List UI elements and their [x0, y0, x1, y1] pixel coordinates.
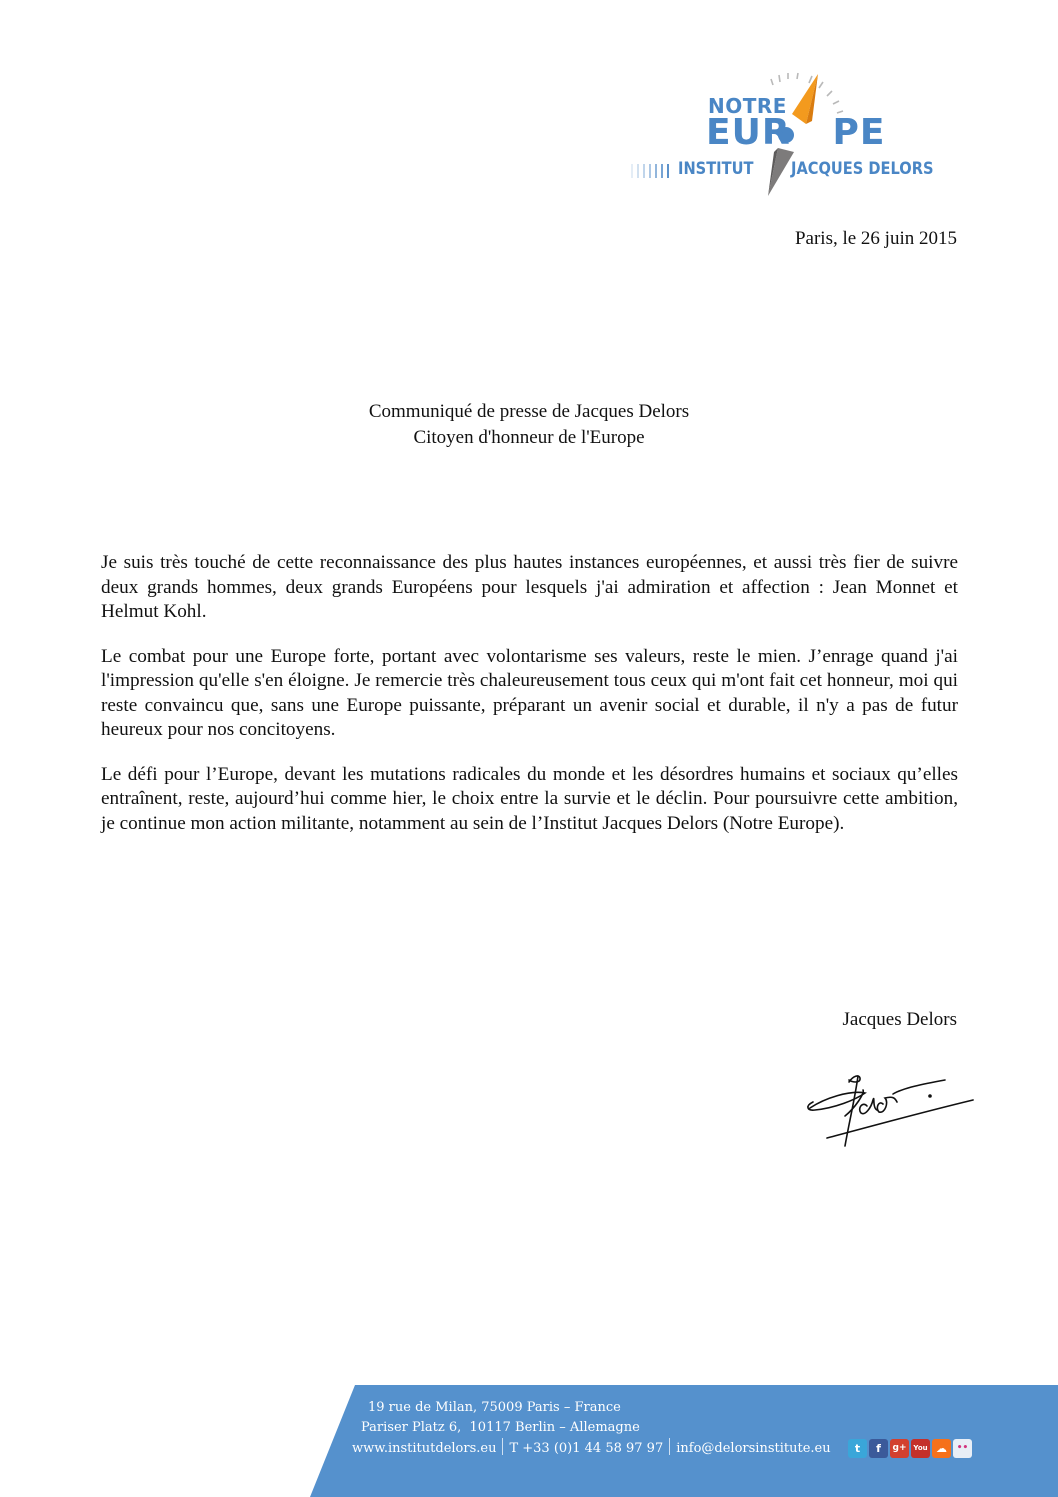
signer-name: Jacques Delors — [842, 1009, 957, 1030]
footer-contact — [352, 1398, 831, 1459]
website-link[interactable]: www.institutdelors.eu — [352, 1441, 497, 1456]
paragraph-2: Le combat pour une Europe forte, portant avec volontarisme ses valeurs, reste le mien. J’enrage quand j'ai l'impression qu'elle s'en éloigne. Je remercie très chaleureusement tous ceux qui m'ont fait cet honneur, moi qui reste convaincu que, sans une Europe puissante, préparant un avenir social et durable, il n'y a pas de futur heureux pour nos concitoyens. — [101, 645, 958, 740]
phone-number: T +33 (0)1 44 58 97 97 — [509, 1441, 664, 1456]
address-paris: 19 rue de Milan, 75009 Paris – France — [368, 1400, 621, 1415]
handwritten-signature — [805, 1068, 980, 1153]
logo-notre-text: NOTRE — [708, 94, 787, 118]
logo-europe-right: PE — [832, 112, 886, 153]
logo-institut-text: INSTITUT — [678, 159, 754, 179]
logo-jacques-delors-text: JACQUES DELORS — [791, 159, 934, 179]
soundcloud-icon[interactable]: ☁ — [932, 1439, 951, 1458]
logo-europe-text — [706, 112, 886, 153]
separator — [502, 1438, 503, 1455]
facebook-icon[interactable]: f — [869, 1439, 888, 1458]
title-line-2: Citoyen d'honneur de l'Europe — [413, 427, 645, 448]
google-plus-icon[interactable]: g+ — [890, 1439, 909, 1458]
contact-line — [352, 1438, 831, 1459]
paragraph-3: Le défi pour l’Europe, devant les mutations radicales du monde et les désordres humains et sociaux qu’elles entraînent, reste, aujourd’hui comme hier, le choix entre la survie et le déclin. Pour poursuivre cette ambition, je continue mon action militante, notamment au sein de l’Institut Jacques Delors (Notre Europe). — [101, 763, 958, 834]
press-release-title — [0, 399, 1058, 451]
letter-body — [101, 551, 958, 856]
notre-europe-logo — [628, 66, 938, 201]
twitter-icon[interactable]: t — [848, 1439, 867, 1458]
separator — [669, 1438, 670, 1455]
title-line-1: Communiqué de presse de Jacques Delors — [368, 401, 690, 422]
address-berlin: Pariser Platz 6, 10117 Berlin – Allemagne — [361, 1420, 640, 1435]
email-link[interactable]: info@delorsinstitute.eu — [676, 1441, 831, 1456]
logo-europe-left: EUR — [706, 112, 791, 153]
youtube-icon[interactable]: You — [911, 1439, 930, 1458]
social-icons — [848, 1439, 972, 1458]
paragraph-1: Je suis très touché de cette reconnaissance des plus hautes instances européennes, et aussi très fier de suivre deux grands hommes, deux grands Européens pour lesquels j'ai admiration et affection : Jean Monnet et Helmut Kohl. — [101, 552, 958, 622]
letter-date: Paris, le 26 juin 2015 — [794, 228, 957, 249]
flickr-icon[interactable]: •• — [953, 1439, 972, 1458]
